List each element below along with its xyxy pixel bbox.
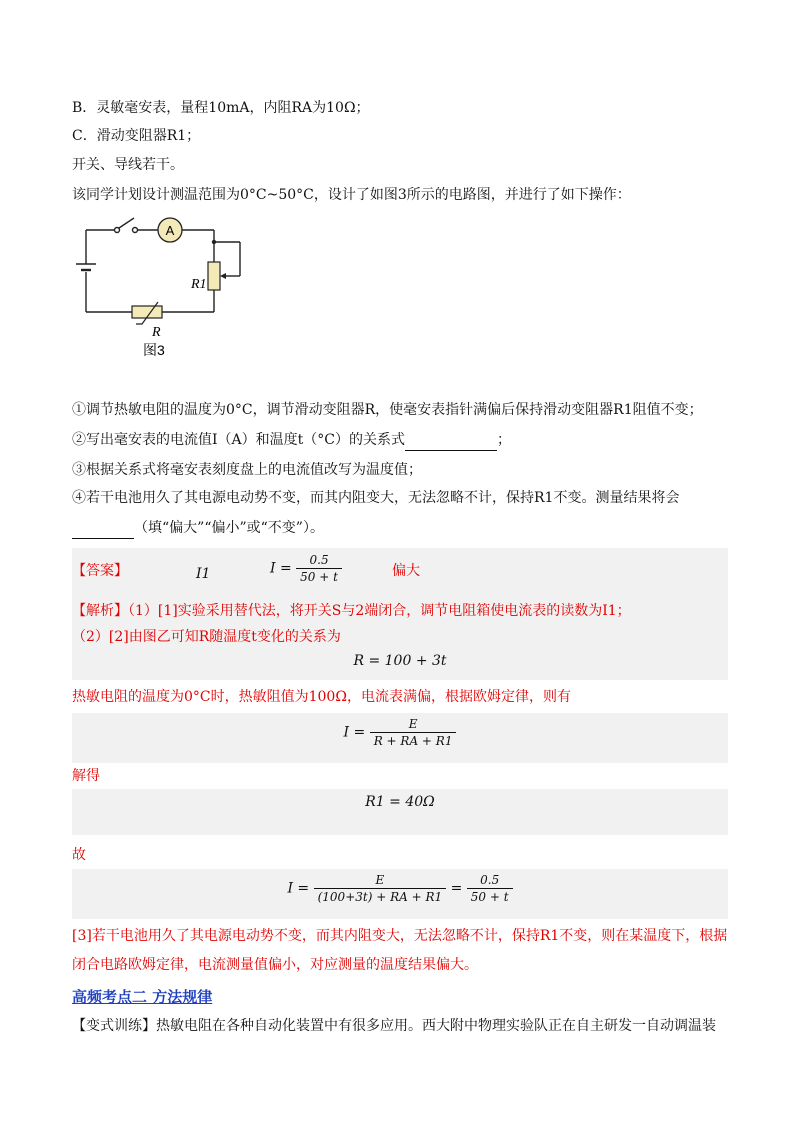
- rheostat-icon: [208, 262, 220, 290]
- analysis-p1: 【解析】（1）[1]实验采用替代法，将开关S与2端闭合，调节电阻箱使电流表的读数为I1；: [72, 603, 631, 619]
- analysis-p2: （2）[2]由图乙可知R随温度t变化的关系为: [72, 629, 341, 645]
- analysis-p6: [3]若干电池用久了其电源电动势不变，而其内阻变大，无法忽略不计，保持R1不变，则在某温度下，根据: [72, 928, 728, 944]
- section-title[interactable]: 高频考点二 方法规律: [72, 988, 213, 1006]
- label-r: R: [152, 325, 161, 340]
- answer-2: I = $\frac{0.5}{50 + t}$: [270, 552, 342, 585]
- plan-line: 该同学计划设计测温范围为0°C~50°C，设计了如图3所示的电路图，并进行了如下操作：: [72, 187, 631, 203]
- ammeter-label: A: [165, 223, 175, 238]
- step-4-end: （填“偏大”“偏小”或“不变”）。: [72, 518, 324, 539]
- equation-4: I = $\frac{E}{(100+3t) + RA + R1}$ = $\frac{0.5}{50 + t}$: [72, 872, 728, 905]
- answer-3: 偏大: [392, 563, 420, 579]
- option-c: C．滑动变阻器R1；: [72, 128, 201, 144]
- ammeter-icon: [158, 218, 182, 242]
- analysis-p3: 热敏电阻的温度为0°C时，热敏阻值为100Ω，电流表满偏，根据欧姆定律，则有: [72, 689, 571, 705]
- figure-caption: 图3: [143, 342, 165, 358]
- equation-2: I = $\frac{E}{R + RA + R1}$: [72, 716, 728, 749]
- switch-line: 开关、导线若干。: [72, 157, 184, 173]
- answer-1: I1: [196, 566, 211, 582]
- battery-icon: [76, 264, 96, 270]
- step-3: ③根据关系式将毫安表刻度盘上的电流值改写为温度值；: [72, 462, 422, 478]
- step-1: ①调节热敏电阻的温度为0°C，调节滑动变阻器R，使毫安表指针满偏后保持滑动变阻器R1阻值不变；: [72, 402, 703, 418]
- label-r1: R1: [191, 277, 207, 292]
- practice-line: 【变式训练】热敏电阻在各种自动化装置中有很多应用。西大附中物理实验队正在自主研发一自动调温装: [72, 1018, 716, 1034]
- circuit-diagram: [70, 212, 260, 362]
- equation-3: R1 = 40Ω: [365, 794, 435, 810]
- equation-1: R = 100 + 3t: [353, 653, 447, 669]
- thermistor-icon: [132, 302, 162, 324]
- answer-label: 【答案】: [72, 563, 128, 579]
- analysis-p4: 解得: [72, 768, 100, 784]
- option-b: B．灵敏毫安表，量程10mA，内阻RA为10Ω；: [72, 100, 370, 116]
- step-2: ②写出毫安表的电流值I（A）和温度t（°C）的关系式 ；: [72, 430, 511, 451]
- step-4: ④若干电池用久了其电源电动势不变，而其内阻变大，无法忽略不计，保持R1不变。测量结果将会: [72, 490, 680, 506]
- analysis-p7: 闭合电路欧姆定律，电流测量值偏小，对应测量的温度结果偏大。: [72, 957, 478, 973]
- analysis-p5: 故: [72, 847, 86, 863]
